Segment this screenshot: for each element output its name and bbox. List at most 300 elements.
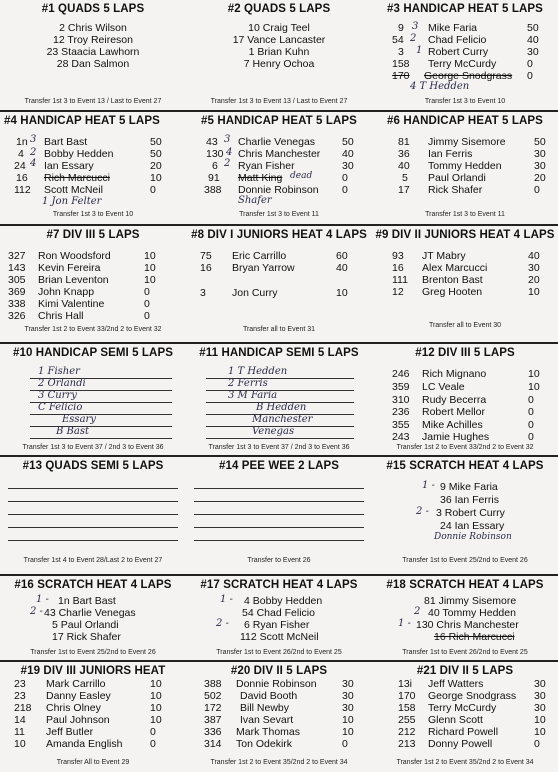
event-title: #7 DIV III 5 LAPS — [46, 229, 140, 241]
event-3 — [372, 0, 558, 110]
entry: 4 Bobby Hedden — [244, 595, 323, 607]
entry: 12 Troy Reireson — [53, 34, 133, 46]
event-title: #11 HANDICAP SEMI 5 LAPS — [199, 347, 359, 359]
entry-name: Rick Shafer — [428, 184, 483, 196]
entry-number: 23 — [14, 678, 26, 690]
entry-points: 10 — [144, 274, 156, 286]
entry-name: Ivan Sevart — [240, 714, 294, 726]
event-title: #16 SCRATCH HEAT 4 LAPS — [14, 579, 172, 591]
event-title: #19 DIV III JUNIORS HEAT — [20, 665, 166, 677]
entry-name: Jamie Hughes — [422, 431, 490, 443]
entry-number: 388 — [204, 184, 222, 196]
entry: 5 Paul Orlandi — [52, 619, 119, 631]
entry-points: 0 — [528, 431, 534, 443]
event-11 — [186, 344, 372, 455]
entry-name: Donnie Robinson — [236, 678, 317, 690]
entry-name: Bill Newby — [240, 702, 290, 714]
event-title: #18 SCRATCH HEAT 4 LAPS — [386, 579, 544, 591]
entry-number: 218 — [14, 702, 32, 714]
entry-number: 326 — [8, 310, 26, 322]
event-10 — [0, 344, 186, 455]
entry-name: Kimi Valentine — [38, 298, 105, 310]
entry-name: Ron Woodsford — [38, 250, 111, 262]
entry: 28 Dan Salmon — [56, 58, 130, 70]
transfer-note: Transfer 1st 4 to Event 28/Last 2 to Event 27 — [23, 557, 163, 564]
entry-number: 13i — [398, 678, 413, 690]
entry-points: 20 — [534, 172, 546, 184]
entry-number: 3 — [200, 287, 206, 299]
entry-points: 10 — [150, 702, 162, 714]
entry: 40 Tommy Hedden — [428, 607, 516, 619]
handwritten-entry: C Felicio — [38, 402, 83, 413]
entry-number: 16 — [16, 172, 28, 184]
entry-points: 10 — [150, 678, 162, 690]
place-mark: 2 — [410, 33, 417, 44]
entry-number: 158 — [398, 702, 416, 714]
entry-line — [206, 438, 354, 439]
place-mark: 3 — [224, 134, 231, 145]
entry-name: Rich Marcucci — [44, 172, 110, 184]
entry-number: 1n — [16, 136, 28, 148]
entry-points: 30 — [342, 678, 354, 690]
entry-number: 112 — [14, 184, 31, 196]
transfer-note: Transfer 1st to Event 26/2nd to Event 25 — [402, 649, 528, 656]
entry-points: 30 — [342, 690, 354, 702]
entry: 81 Jimmy Sisemore — [424, 595, 517, 607]
entry-points: 0 — [528, 406, 534, 418]
entry-name: John Knapp — [38, 286, 95, 298]
entry-name: George Snodgrass — [424, 70, 513, 82]
transfer-note: Transfer 1st 3 to Event 11 — [239, 211, 319, 218]
entry: 17 Vance Lancaster — [232, 34, 326, 46]
event-6 — [372, 112, 558, 224]
event-title: #4 HANDICAP HEAT 5 LAPS — [4, 115, 160, 127]
transfer-note: Transfer 1st to Event 25/2nd to Event 26 — [30, 649, 156, 656]
transfer-note: Transfer all to Event 30 — [428, 322, 502, 329]
entry-number: 14 — [14, 714, 26, 726]
entry: 3 Robert Curry — [436, 507, 505, 519]
entry-points: 0 — [528, 394, 534, 406]
entry-number: 17 — [398, 184, 410, 196]
entry-number: 40 — [398, 160, 410, 172]
entry: 24 Ian Essary — [440, 520, 505, 532]
entry-points: 30 — [534, 148, 546, 160]
transfer-note: Transfer 1st 2 to Event 33/2nd 2 to Event 32 — [396, 444, 534, 451]
entry-name: Bart Bast — [44, 136, 88, 148]
entry-name: Kevin Fereira — [38, 262, 101, 274]
entry-name: Ian Ferris — [428, 148, 473, 160]
event-13 — [0, 457, 186, 574]
entry-points: 40 — [336, 262, 348, 274]
event-title: #12 DIV III 5 LAPS — [415, 347, 515, 359]
entry-name: Chris Olney — [46, 702, 101, 714]
place-mark: 2 — [224, 158, 231, 169]
entry-points: 10 — [528, 286, 540, 298]
handwritten-note: Shafer — [238, 195, 272, 206]
entry-name: Matt King — [238, 172, 283, 184]
event-title: #2 QUADS 5 LAPS — [227, 3, 331, 15]
entry-points: 40 — [528, 250, 540, 262]
entry-points: 10 — [534, 726, 546, 738]
entry: 10 Craig Teel — [248, 22, 310, 34]
transfer-note: Transfer 1st 3 to Event 37 / 2nd 3 to Event 36 — [22, 444, 164, 451]
entry-points: 10 — [150, 172, 162, 184]
entry-points: 10 — [144, 250, 156, 262]
entry-number: 111 — [392, 274, 408, 286]
entry-number: 310 — [392, 394, 410, 406]
event-title: #8 DIV I JUNIORS HEAT 4 LAPS — [191, 229, 367, 241]
entry: 130 Chris Manchester — [416, 619, 519, 631]
entry: 1 Brian Kuhn — [248, 46, 310, 58]
entry-points: 20 — [150, 160, 162, 172]
entry-points: 60 — [336, 250, 348, 262]
event-7 — [0, 226, 186, 342]
entry-number: 11 — [14, 726, 25, 738]
entry-points: 0 — [150, 738, 156, 750]
entry-number: 75 — [200, 250, 212, 262]
entry-points: 30 — [342, 702, 354, 714]
entry-number: 243 — [392, 431, 410, 443]
entry-number: 387 — [204, 714, 222, 726]
handwritten-entry: B Hedden — [256, 402, 307, 413]
entry-points: 10 — [150, 714, 162, 726]
entry-name: David Booth — [240, 690, 298, 702]
entry-name: Terry McCurdy — [428, 702, 497, 714]
handwritten-note: dead — [290, 171, 313, 181]
entry: 43 Charlie Venegas — [44, 607, 136, 619]
entry-name: Jeff Watters — [428, 678, 484, 690]
entry-name: Mark Carrillo — [46, 678, 106, 690]
entry-number: 6 — [212, 160, 218, 172]
entry-points: 30 — [534, 678, 546, 690]
entry-name: Brian Leventon — [38, 274, 109, 286]
entry-points: 50 — [534, 136, 546, 148]
entry-points: 40 — [527, 34, 539, 46]
entry-points: 0 — [342, 738, 348, 750]
entry-name: Chad Felicio — [428, 34, 487, 46]
entry-name: Paul Johnson — [46, 714, 110, 726]
entry-number: 246 — [392, 368, 410, 380]
event-8 — [186, 226, 372, 342]
handwritten-entry: 2 Ferris — [228, 378, 268, 389]
handwritten-note: 4 T Hedden — [410, 81, 470, 92]
entry-points: 20 — [528, 274, 540, 286]
entry-number: 369 — [8, 286, 26, 298]
entry-name: Richard Powell — [428, 726, 499, 738]
entry: 36 Ian Ferris — [440, 494, 499, 506]
entry-number: 23 — [14, 690, 26, 702]
place-mark: 1 - — [398, 618, 411, 629]
entry-line — [194, 527, 364, 528]
entry-line — [8, 540, 178, 541]
place-mark: 2 - — [216, 618, 229, 629]
handwritten-entry: B Bast — [56, 426, 89, 437]
event-15 — [372, 457, 558, 574]
place-mark: 1 — [416, 45, 423, 56]
entry-points: 50 — [342, 136, 354, 148]
entry-points: 0 — [144, 286, 150, 298]
handwritten-entry: 1 Fisher — [38, 366, 80, 377]
entry-points: 50 — [150, 136, 162, 148]
entry-line — [8, 501, 178, 502]
entry-points: 30 — [534, 690, 546, 702]
entry-points: 10 — [336, 287, 348, 299]
event-18 — [372, 576, 558, 660]
entry-name: Ian Essary — [44, 160, 94, 172]
entry-name: Tommy Hedden — [428, 160, 502, 172]
entry-name: Paul Orlandi — [428, 172, 486, 184]
entry: 112 Scott McNeil — [240, 631, 319, 643]
transfer-note: Transfer 1st 3 to Event 37 / 2nd 3 to Event 36 — [208, 444, 350, 451]
entry-number: 4 — [18, 148, 24, 160]
event-16 — [0, 576, 186, 660]
entry-number: 212 — [398, 726, 416, 738]
entry-line — [8, 527, 178, 528]
entry-points: 10 — [342, 726, 354, 738]
transfer-note: Transfer all to Event 31 — [242, 326, 316, 333]
entry-points: 50 — [527, 22, 539, 34]
entry: 54 Chad Felicio — [242, 607, 315, 619]
handwritten-entry: Manchester — [252, 414, 313, 425]
entry-number: 236 — [392, 406, 410, 418]
transfer-note: Transfer 1st 3 to Event 13 / Last to Event 27 — [24, 98, 162, 105]
entry-points: 10 — [534, 714, 546, 726]
transfer-note: Transfer 1st 3 to Event 13 / Last to Event 27 — [210, 98, 348, 105]
entry-number: 36 — [398, 148, 410, 160]
entry-number: 81 — [398, 136, 410, 148]
event-5 — [186, 112, 372, 224]
entry-number: 305 — [8, 274, 26, 286]
event-12 — [372, 344, 558, 455]
entry-number: 54 — [392, 34, 404, 46]
entry-line — [30, 438, 172, 439]
entry-name: Chris Hall — [38, 310, 84, 322]
handwritten-entry: 2 Orlandi — [38, 378, 86, 389]
handwritten-entry: 1 T Hedden — [228, 366, 288, 377]
entry-points: 0 — [534, 184, 540, 196]
event-14 — [186, 457, 372, 574]
entry-number: 143 — [8, 262, 26, 274]
event-title: #6 HANDICAP HEAT 5 LAPS — [387, 115, 543, 127]
entry-line — [194, 501, 364, 502]
entry-number: 172 — [204, 702, 222, 714]
entry-number: 9 — [398, 22, 404, 34]
event-title: #3 HANDICAP HEAT 5 LAPS — [387, 3, 543, 15]
entry: 1n Bart Bast — [58, 595, 116, 607]
entry-name: Eric Carrillo — [232, 250, 287, 262]
entry-name: Greg Hooten — [422, 286, 483, 298]
entry-number: 388 — [204, 678, 222, 690]
entry-number: 502 — [204, 690, 222, 702]
entry-name: Ton Odekirk — [236, 738, 293, 750]
transfer-note: Transfer 1st 3 to Event 10 — [52, 211, 134, 218]
event-9 — [372, 226, 558, 342]
event-title: #10 HANDICAP SEMI 5 LAPS — [12, 347, 174, 359]
entry-name: George Snodgrass — [428, 690, 517, 702]
transfer-note: Transfer 1st 2 to Event 35/2nd 2 to Event 34 — [396, 759, 534, 766]
entry-line — [30, 426, 172, 427]
entry-number: 170 — [392, 70, 410, 82]
entry-number: 10 — [14, 738, 26, 750]
entry-points: 0 — [150, 184, 156, 196]
entry-number: 16 — [200, 262, 212, 274]
place-mark: 2 — [414, 606, 421, 617]
entry-name: Danny Easley — [46, 690, 111, 702]
entry: 17 Rick Shafer — [52, 631, 121, 643]
entry-points: 0 — [528, 419, 534, 431]
entry-name: Mark Thomas — [236, 726, 300, 738]
entry-points: 10 — [150, 690, 162, 702]
entry-name: Charlie Venegas — [238, 136, 316, 148]
entry-name: Bobby Hedden — [44, 148, 114, 160]
event-1 — [0, 0, 186, 110]
entry-points: 0 — [342, 172, 348, 184]
handwritten-note: 1 Jon Felter — [42, 196, 102, 207]
entry-points: 40 — [342, 148, 354, 160]
event-19 — [0, 662, 186, 772]
entry-line — [30, 414, 172, 415]
entry-number: 3 — [398, 46, 404, 58]
entry-number: 336 — [204, 726, 222, 738]
handwritten-entry: 3 M Faria — [228, 390, 278, 401]
event-title: #9 DIV II JUNIORS HEAT 4 LAPS — [375, 229, 555, 241]
entry-points: 10 — [144, 262, 156, 274]
entry-number: 5 — [402, 172, 408, 184]
place-mark: 4 — [226, 147, 233, 158]
entry-name: Robert Curry — [428, 46, 489, 58]
entry-name: Donnie Robinson — [238, 184, 319, 196]
event-title: #5 HANDICAP HEAT 5 LAPS — [201, 115, 357, 127]
transfer-note: Transfer 1st 2 to Event 33/2nd 2 to Event 32 — [24, 326, 162, 333]
entry-points: 0 — [534, 738, 540, 750]
place-mark: 1 - — [422, 480, 435, 491]
place-mark: 3 — [412, 21, 419, 32]
entry-number: 314 — [204, 738, 222, 750]
entry-points: 30 — [534, 702, 546, 714]
entry-points: 10 — [528, 368, 540, 380]
transfer-note: Transfer to Event 26 — [247, 557, 311, 564]
entry-points: 0 — [342, 184, 348, 196]
entry-number: 93 — [392, 250, 404, 262]
entry: 6 Ryan Fisher — [244, 619, 310, 631]
event-title: #15 SCRATCH HEAT 4 LAPS — [386, 460, 544, 472]
entry-name: Jeff Butler — [46, 726, 94, 738]
entry-points: 0 — [150, 726, 156, 738]
entry-number: 255 — [398, 714, 416, 726]
event-title: #20 DIV II 5 LAPS — [230, 665, 328, 677]
entry-name: JT Mabry — [422, 250, 466, 262]
transfer-note: Transfer 1st 3 to Event 11 — [425, 211, 505, 218]
entry-name: Donny Powell — [428, 738, 493, 750]
entry-name: Rich Mignano — [422, 368, 487, 380]
transfer-note: Transfer All to Event 29 — [56, 759, 130, 766]
event-2 — [186, 0, 372, 110]
entry-name: Amanda English — [46, 738, 123, 750]
entry-name: Jon Curry — [232, 287, 278, 299]
entry-points: 0 — [144, 298, 150, 310]
place-mark: 3 — [30, 134, 37, 145]
entry-name: Rudy Becerra — [422, 394, 487, 406]
event-20 — [186, 662, 372, 772]
entry-line — [8, 488, 178, 489]
place-mark: 4 — [30, 158, 37, 169]
entry-points: 0 — [527, 70, 533, 82]
entry-name: Ryan Fisher — [238, 160, 295, 172]
handwritten-entry: Essary — [62, 414, 96, 425]
entry-number: 16 — [392, 262, 404, 274]
event-4 — [0, 112, 186, 224]
event-17 — [186, 576, 372, 660]
entry-name: Chris Manchester — [238, 148, 321, 160]
entry-points: 10 — [342, 714, 354, 726]
entry-number: 43 — [206, 136, 218, 148]
transfer-note: Transfer 1st 3 to Event 10 — [424, 98, 506, 105]
entry-name: Terry McCurdy — [428, 58, 497, 70]
entry: 9 Mike Faria — [440, 481, 498, 493]
entry-points: 30 — [527, 46, 539, 58]
entry-points: 30 — [342, 160, 354, 172]
entry-number: 24 — [14, 160, 26, 172]
event-title: #13 QUADS SEMI 5 LAPS — [22, 460, 164, 472]
event-title: #1 QUADS 5 LAPS — [41, 3, 145, 15]
handwritten-entry: 3 Curry — [38, 390, 77, 401]
entry-name: Mike Faria — [428, 22, 478, 34]
place-mark: 1 - — [220, 594, 233, 605]
transfer-note: Transfer 1st 2 to Event 35/2nd 2 to Event 34 — [210, 759, 348, 766]
entry-points: 50 — [150, 148, 162, 160]
entry-points: 10 — [528, 381, 540, 393]
entry: 23 Staacia Lawhorn — [46, 46, 140, 58]
entry-number: 355 — [392, 419, 410, 431]
entry-name: Glenn Scott — [428, 714, 483, 726]
entry-number: 359 — [392, 381, 410, 393]
entry-name: Bryan Yarrow — [232, 262, 295, 274]
entry-number: 170 — [398, 690, 416, 702]
entry-line — [8, 514, 178, 515]
entry-name: Alex Marcucci — [422, 262, 488, 274]
entry-number: 91 — [208, 172, 220, 184]
entry: 16 Rich Marcucci — [434, 631, 515, 643]
entry-line — [194, 488, 364, 489]
transfer-note: Transfer 1st to Event 26/2nd to Event 25 — [216, 649, 342, 656]
entry: 2 Chris Wilson — [59, 22, 127, 34]
entry-line — [194, 540, 364, 541]
entry-number: 213 — [398, 738, 416, 750]
place-mark: 2 - — [30, 606, 43, 617]
entry-number: 158 — [392, 58, 410, 70]
place-mark: 2 - — [416, 506, 429, 517]
entry-points: 30 — [534, 160, 546, 172]
entry-name: Jimmy Sisemore — [428, 136, 506, 148]
entry-name: Mike Achilles — [422, 419, 483, 431]
entry-number: 338 — [8, 298, 26, 310]
entry-line — [194, 514, 364, 515]
event-title: #21 DIV II 5 LAPS — [416, 665, 514, 677]
entry-number: 12 — [392, 286, 404, 298]
event-title: #17 SCRATCH HEAT 4 LAPS — [200, 579, 358, 591]
entry-name: LC Veale — [422, 381, 465, 393]
event-21 — [372, 662, 558, 772]
entry: 7 Henry Ochoa — [243, 58, 315, 70]
transfer-note: Transfer 1st to Event 25/2nd to Event 26 — [402, 557, 528, 564]
handwritten-note: Donnie Robinson — [434, 532, 512, 542]
place-mark: 1 - — [36, 594, 49, 605]
entry-name: Brenton Bast — [422, 274, 483, 286]
entry-name: Scott McNeil — [44, 184, 103, 196]
entry-points: 30 — [528, 262, 540, 274]
entry-number: 130 — [206, 148, 224, 160]
entry-number: 327 — [8, 250, 26, 262]
